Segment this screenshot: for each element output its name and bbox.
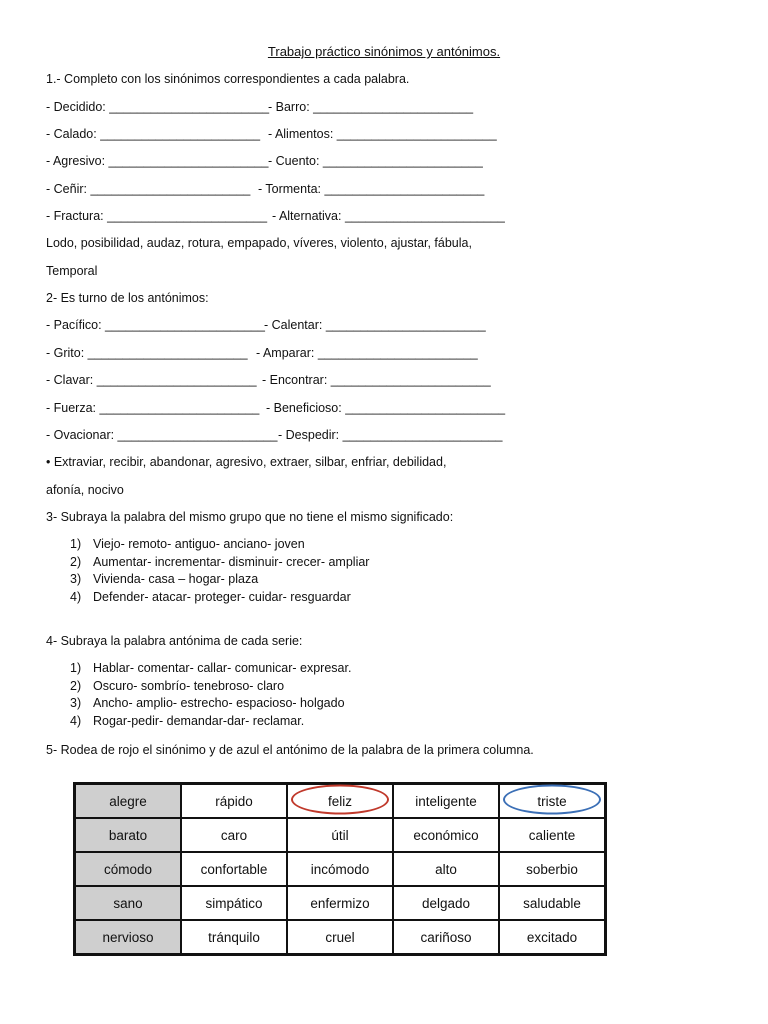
section3-heading: 3- Subraya la palabra del mismo grupo que no tiene el mismo significado:	[46, 510, 454, 524]
table-cell-option-circled-blue[interactable]	[499, 784, 606, 819]
table-row	[75, 886, 606, 920]
section1-row	[46, 127, 726, 145]
section2-heading: 2- Es turno de los antónimos:	[46, 291, 209, 305]
section2-row	[46, 346, 726, 364]
table-cell-option[interactable]: saludable	[499, 886, 606, 920]
table-cell-key-word: sano	[75, 886, 182, 920]
antonym-field-grito[interactable]: - Grito: _______________________	[46, 346, 248, 360]
list-item-number: 2)	[70, 678, 82, 693]
table-cell-text: triste	[537, 793, 567, 809]
section2-row	[46, 318, 726, 336]
table-cell-text: feliz	[327, 793, 352, 809]
synonym-field-calado[interactable]: - Calado: _______________________	[46, 127, 261, 141]
table-cell-option[interactable]: tránquilo	[181, 920, 287, 955]
antonym-field-despedir[interactable]: - Despedir: _______________________	[278, 428, 503, 442]
list-item-number: 1)	[70, 661, 82, 675]
table-cell-option[interactable]: simpático	[181, 886, 287, 920]
list-item-number: 2)	[70, 554, 82, 569]
synonym-field-barro[interactable]: - Barro: _______________________	[268, 100, 474, 114]
table-cell-key-word: alegre	[75, 784, 182, 819]
list-item-text[interactable]: Ancho- amplio- estrecho- espacioso- holgado	[93, 696, 345, 710]
synonym-field-cuento[interactable]: - Cuento: _______________________	[268, 154, 483, 168]
table-cell-option[interactable]: cariñoso	[393, 920, 499, 955]
table-cell-option[interactable]: enfermizo	[287, 886, 393, 920]
antonym-field-pacifico[interactable]: - Pacífico: _______________________	[46, 318, 265, 332]
table-cell-option[interactable]: cruel	[287, 920, 393, 955]
antonym-field-clavar[interactable]: - Clavar: _______________________	[46, 373, 257, 387]
antonym-field-ovacionar[interactable]: - Ovacionar: _______________________	[46, 428, 278, 442]
section1-row	[46, 182, 726, 200]
page-title: Trabajo práctico sinónimos y antónimos.	[267, 44, 501, 59]
synonym-field-decidido[interactable]: - Decidido: _______________________	[46, 100, 270, 114]
synonym-field-cenir[interactable]: - Ceñir: _______________________	[46, 182, 251, 196]
table-cell-option[interactable]: delgado	[393, 886, 499, 920]
section2-row	[46, 428, 726, 446]
antonym-field-beneficioso[interactable]: - Beneficioso: _______________________	[266, 401, 506, 415]
table-cell-option[interactable]: rápido	[181, 784, 287, 819]
table-row	[75, 784, 606, 819]
section1-row	[46, 100, 726, 118]
table-row	[75, 852, 606, 886]
antonym-field-calentar[interactable]: - Calentar: _______________________	[264, 318, 486, 332]
table-cell-option-circled-red[interactable]	[287, 784, 393, 819]
antonym-field-encontrar[interactable]: - Encontrar: _______________________	[262, 373, 491, 387]
synonym-field-tormenta[interactable]: - Tormenta: _______________________	[258, 182, 485, 196]
table-cell-key-word: cómodo	[75, 852, 182, 886]
table-cell-option[interactable]: alto	[393, 852, 499, 886]
section1-heading: 1.- Completo con los sinónimos correspondientes a cada palabra.	[46, 72, 410, 86]
table-cell-option[interactable]: caro	[181, 818, 287, 852]
list-item-number: 1)	[70, 537, 82, 551]
section4-heading: 4- Subraya la palabra antónima de cada serie:	[46, 634, 303, 648]
section5-heading: 5- Rodea de rojo el sinónimo y de azul el antónimo de la palabra de la primera columna.	[46, 743, 534, 757]
list-item-number: 3)	[70, 696, 82, 710]
synonym-field-agresivo[interactable]: - Agresivo: _______________________	[46, 154, 269, 168]
section2-word-bank: • Extraviar, recibir, abandonar, agresivo, extraer, silbar, enfriar, debilidad,	[46, 455, 447, 469]
list-item-text[interactable]: Viejo- remoto- antiguo- anciano- joven	[93, 537, 305, 551]
table-cell-option[interactable]: inteligente	[393, 784, 499, 819]
section1-row	[46, 209, 726, 227]
section1-row	[46, 154, 726, 172]
section2-word-bank-cont: afonía, nocivo	[46, 483, 124, 497]
table-cell-option[interactable]: útil	[287, 818, 393, 852]
synonym-field-alimentos[interactable]: - Alimentos: _______________________	[268, 127, 497, 141]
table-cell-option[interactable]: económico	[393, 818, 499, 852]
synonym-field-alternativa[interactable]: - Alternativa: _______________________	[272, 209, 505, 223]
antonym-field-amparar[interactable]: - Amparar: _______________________	[256, 346, 478, 360]
section1-word-bank: Lodo, posibilidad, audaz, rotura, empapado, víveres, violento, ajustar, fábula,	[46, 236, 472, 250]
list-item-text[interactable]: Oscuro- sombrío- tenebroso- claro	[93, 678, 285, 693]
table-row	[75, 920, 606, 955]
table-cell-option[interactable]: soberbio	[499, 852, 606, 886]
table-cell-key-word: nervioso	[75, 920, 182, 955]
table-cell-option[interactable]: caliente	[499, 818, 606, 852]
synonym-antonym-table	[73, 782, 607, 956]
list-item-text[interactable]: Vivienda- casa – hogar- plaza	[93, 572, 259, 586]
table-cell-key-word: barato	[75, 818, 182, 852]
list-item-number: 4)	[70, 713, 82, 728]
table-cell-option[interactable]: confortable	[181, 852, 287, 886]
section2-row	[46, 373, 726, 391]
section2-row	[46, 401, 726, 419]
table-row	[75, 818, 606, 852]
antonym-field-fuerza[interactable]: - Fuerza: _______________________	[46, 401, 260, 415]
list-item-text[interactable]: Rogar-pedir- demandar-dar- reclamar.	[93, 713, 305, 728]
synonym-field-fractura[interactable]: - Fractura: _______________________	[46, 209, 268, 223]
list-item-number: 3)	[70, 572, 82, 586]
table-cell-option[interactable]: excitado	[499, 920, 606, 955]
table-cell-option[interactable]: incómodo	[287, 852, 393, 886]
list-item-text[interactable]: Hablar- comentar- callar- comunicar- expresar.	[93, 661, 352, 675]
list-item-number: 4)	[70, 589, 82, 604]
list-item-text[interactable]: Defender- atacar- proteger- cuidar- resguardar	[93, 589, 351, 604]
section1-word-bank-cont: Temporal	[46, 264, 98, 278]
list-item-text[interactable]: Aumentar- incrementar- disminuir- crecer- ampliar	[93, 554, 370, 569]
